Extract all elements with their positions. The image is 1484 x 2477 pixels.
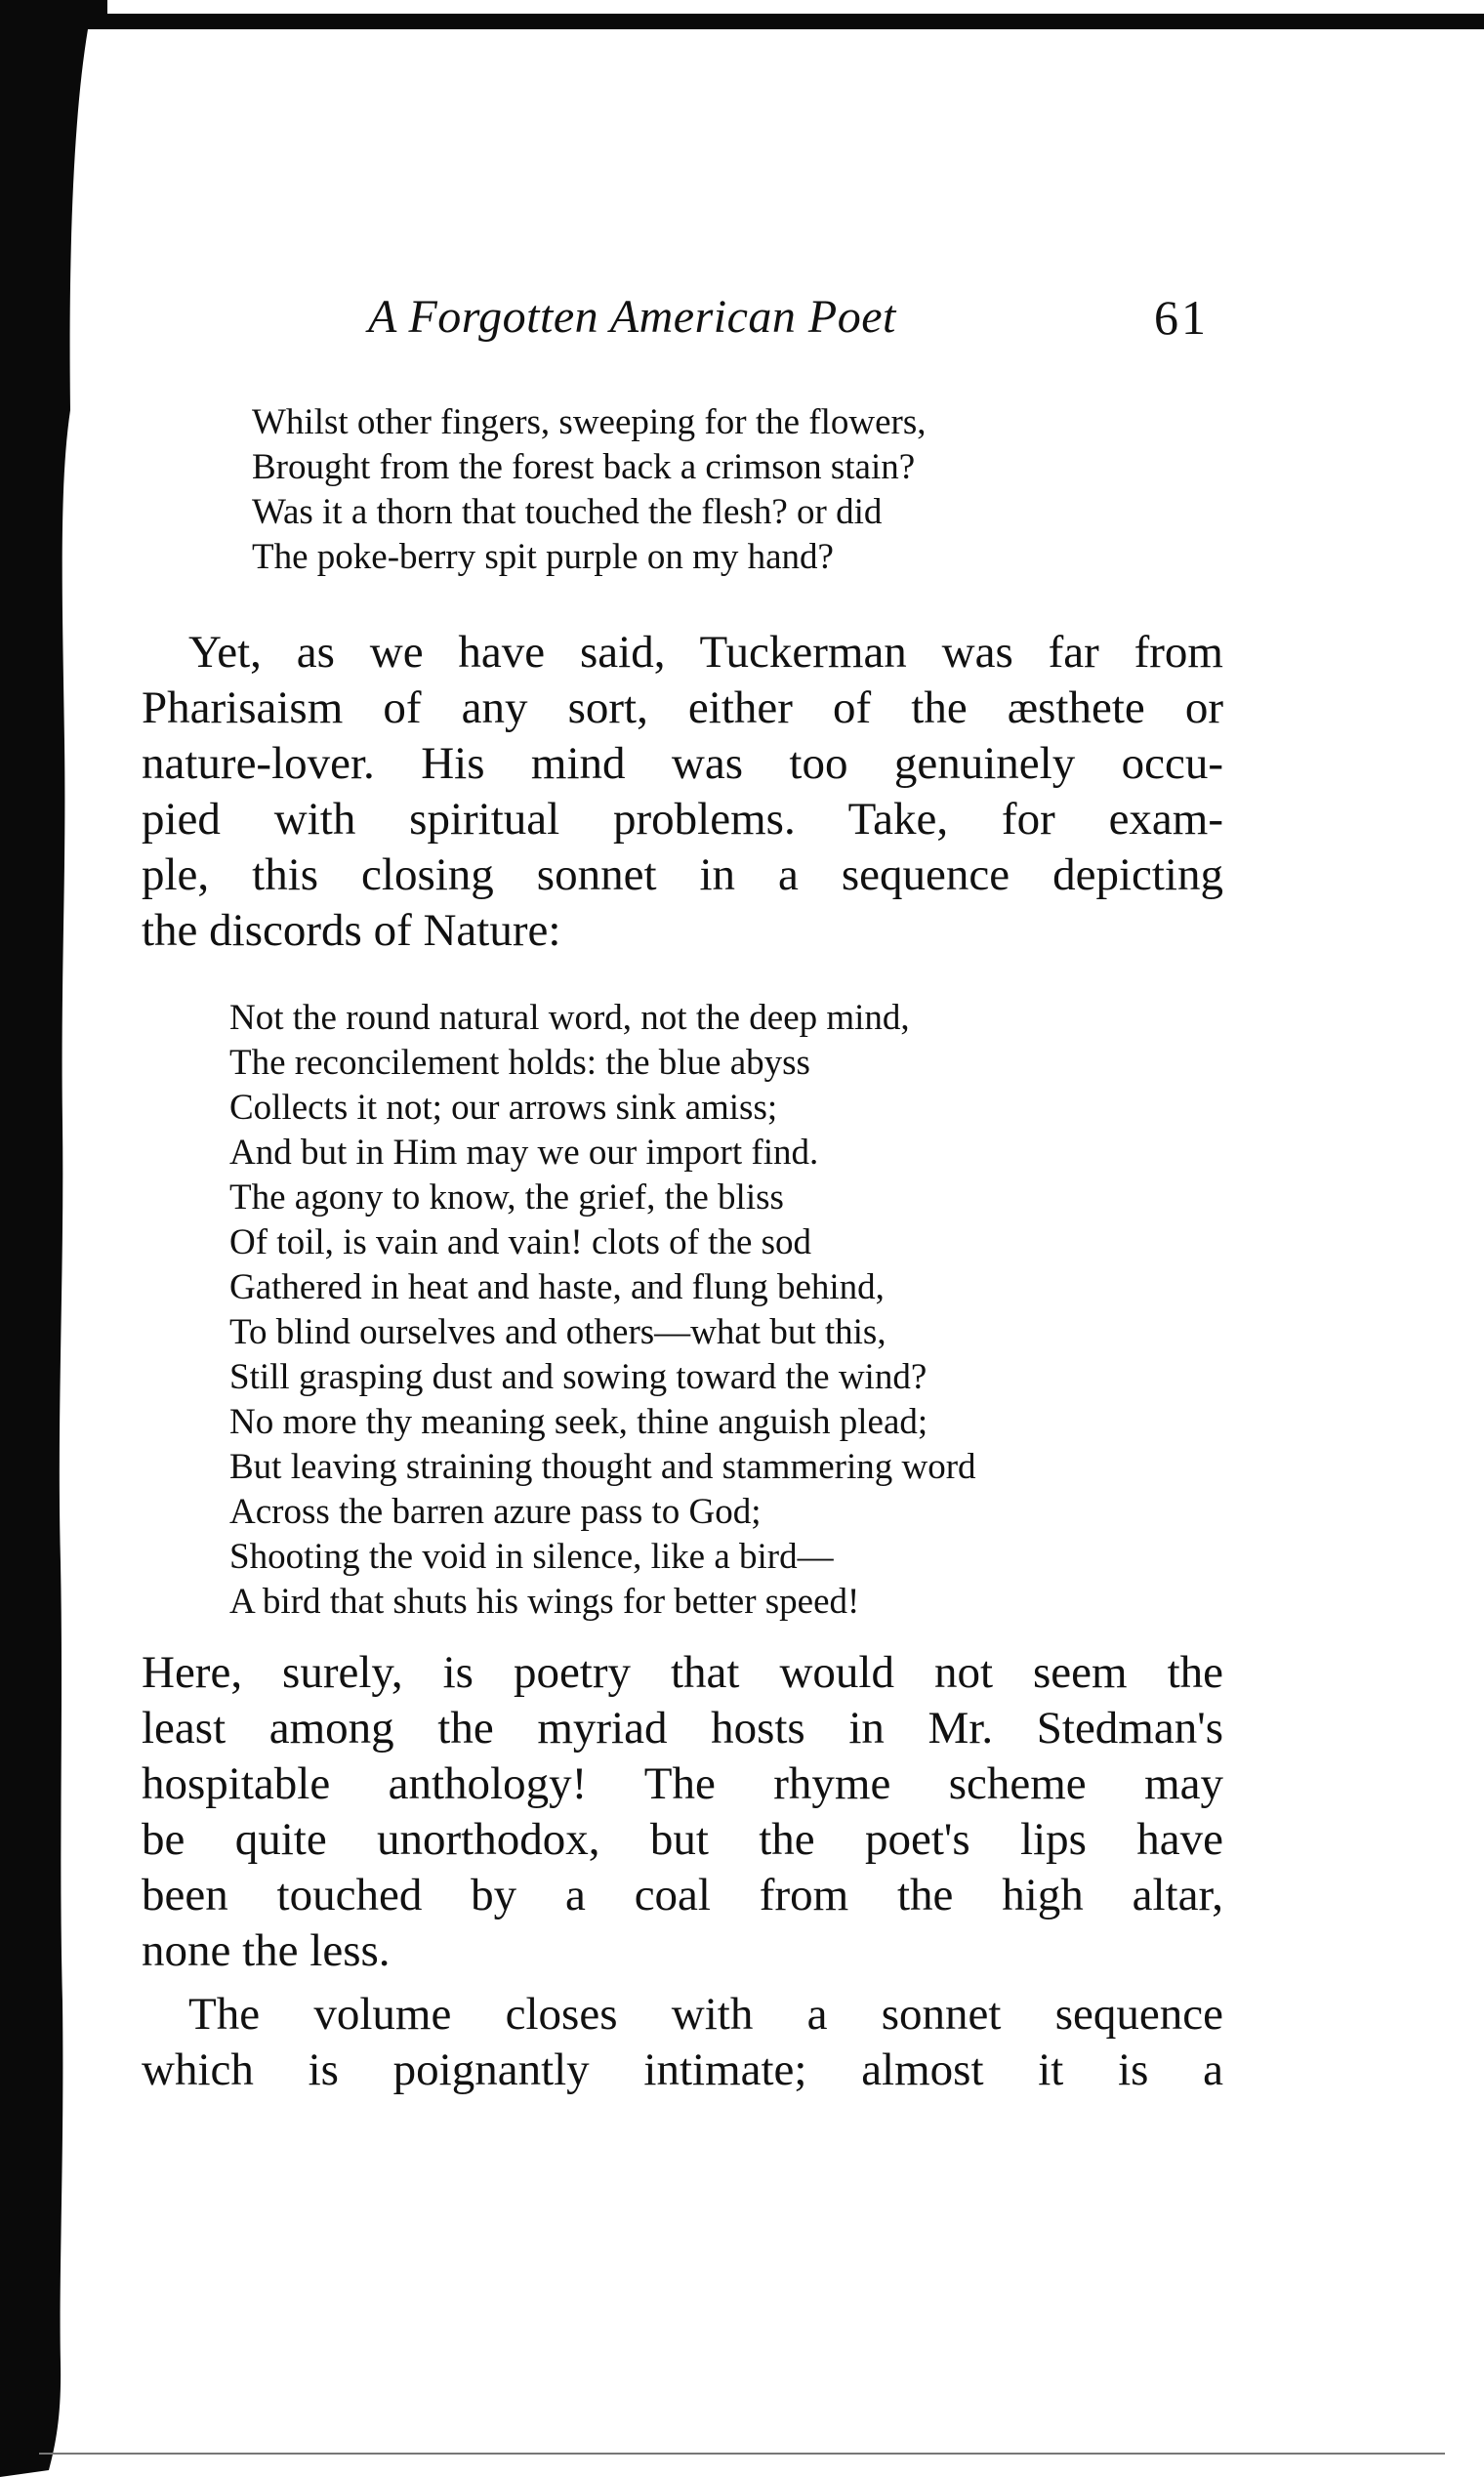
page-number: 61 (1154, 290, 1209, 345)
prose-line: which is poignantly intimate; almost it is a (142, 2044, 1223, 2095)
verse-line: Collects it not; our arrows sink amiss; (229, 1088, 778, 1128)
scan-top-border (49, 14, 1484, 29)
verse-line: Gathered in heat and haste, and flung behind, (229, 1267, 885, 1307)
verse-line: Shooting the void in silence, like a bird— (229, 1537, 834, 1577)
verse-line: And but in Him may we our import find. (229, 1133, 819, 1173)
prose-line: the discords of Nature: (142, 905, 561, 956)
prose-line: ple, this closing sonnet in a sequence depicting (142, 849, 1223, 900)
prose-line: pied with spiritual problems. Take, for exam- (142, 794, 1223, 845)
prose-line: least among the myriad hosts in Mr. Stedman's (142, 1703, 1223, 1754)
verse-line: No more thy meaning seek, thine anguish plead; (229, 1402, 928, 1442)
scan-bottom-edge (39, 2453, 1445, 2455)
verse-line: The agony to know, the grief, the bliss (229, 1177, 784, 1218)
prose-line: be quite unorthodox, but the poet's lips have (142, 1814, 1223, 1865)
paragraph-tuckerman (142, 625, 1223, 959)
prose-line: The volume closes with a sonnet sequence (188, 1989, 1223, 2040)
verse-line: To blind ourselves and others—what but this, (229, 1312, 886, 1352)
prose-line: hospitable anthology! The rhyme scheme may (142, 1758, 1223, 1809)
paragraph-stedman (142, 1645, 1223, 1979)
scan-left-edge-shadow (0, 0, 107, 2477)
running-head-title: A Forgotten American Poet (368, 291, 896, 343)
verse-quote-1 (252, 400, 926, 580)
prose-line: been touched by a coal from the high altar, (142, 1870, 1223, 1920)
prose-line: nature-lover. His mind was too genuinely occu- (142, 738, 1223, 789)
verse-line: Of toil, is vain and vain! clots of the sod (229, 1222, 812, 1262)
verse-line: But leaving straining thought and stammering word (229, 1447, 976, 1487)
verse-line: Was it a thorn that touched the flesh? or did (252, 492, 883, 532)
prose-line: Here, surely, is poetry that would not seem the (142, 1647, 1223, 1698)
prose-line: Yet, as we have said, Tuckerman was far from (188, 627, 1223, 678)
verse-line: Still grasping dust and sowing toward the wind? (229, 1357, 928, 1397)
paragraph-volume-closes (142, 1987, 1223, 2098)
verse-line: The poke-berry spit purple on my hand? (252, 537, 834, 577)
verse-line: Brought from the forest back a crimson stain? (252, 447, 916, 487)
verse-line: Across the barren azure pass to God; (229, 1492, 762, 1532)
verse-line: Not the round natural word, not the deep mind, (229, 998, 910, 1038)
verse-line: A bird that shuts his wings for better speed! (229, 1582, 860, 1622)
verse-line: Whilst other fingers, sweeping for the flowers, (252, 402, 927, 442)
verse-line: The reconcilement holds: the blue abyss (229, 1043, 810, 1083)
prose-line: none the less. (142, 1925, 391, 1976)
sonnet-quote (229, 996, 976, 1625)
prose-line: Pharisaism of any sort, either of the æsthete or (142, 682, 1223, 733)
